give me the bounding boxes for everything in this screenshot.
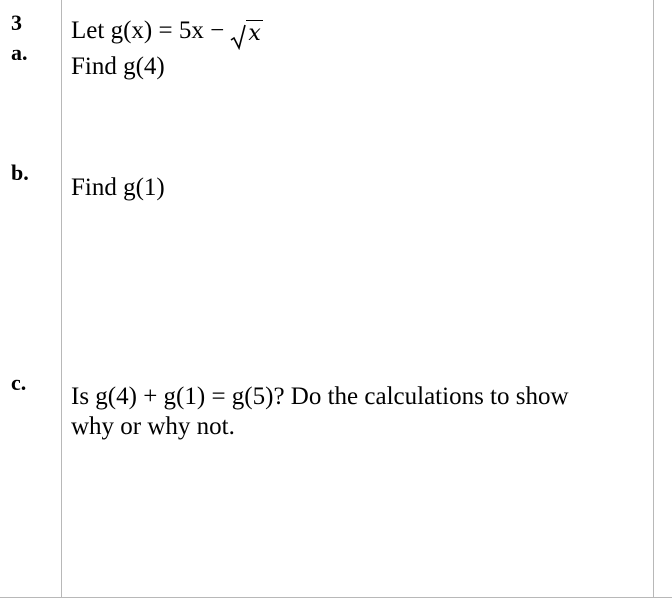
square-root-symbol bbox=[230, 19, 262, 50]
part-a-function-prefix: Let g(x) = 5x − bbox=[71, 17, 225, 44]
part-b-prompt: Find g(1) bbox=[71, 174, 165, 201]
part-a-label: a. bbox=[11, 40, 28, 65]
part-c-prompt-line2: why or why not. bbox=[71, 413, 235, 440]
question-number: 3 bbox=[11, 10, 22, 35]
part-a-prompt: Find g(4) bbox=[71, 53, 165, 80]
radicand: x bbox=[248, 21, 261, 46]
column-divider-right bbox=[653, 0, 654, 598]
part-c-label: c. bbox=[11, 370, 27, 395]
column-divider-left bbox=[61, 0, 62, 598]
part-a-definition bbox=[71, 16, 263, 50]
part-c-prompt-line1: Is g(4) + g(1) = g(5)? Do the calculations to show bbox=[71, 383, 569, 410]
part-b-label: b. bbox=[11, 160, 29, 185]
